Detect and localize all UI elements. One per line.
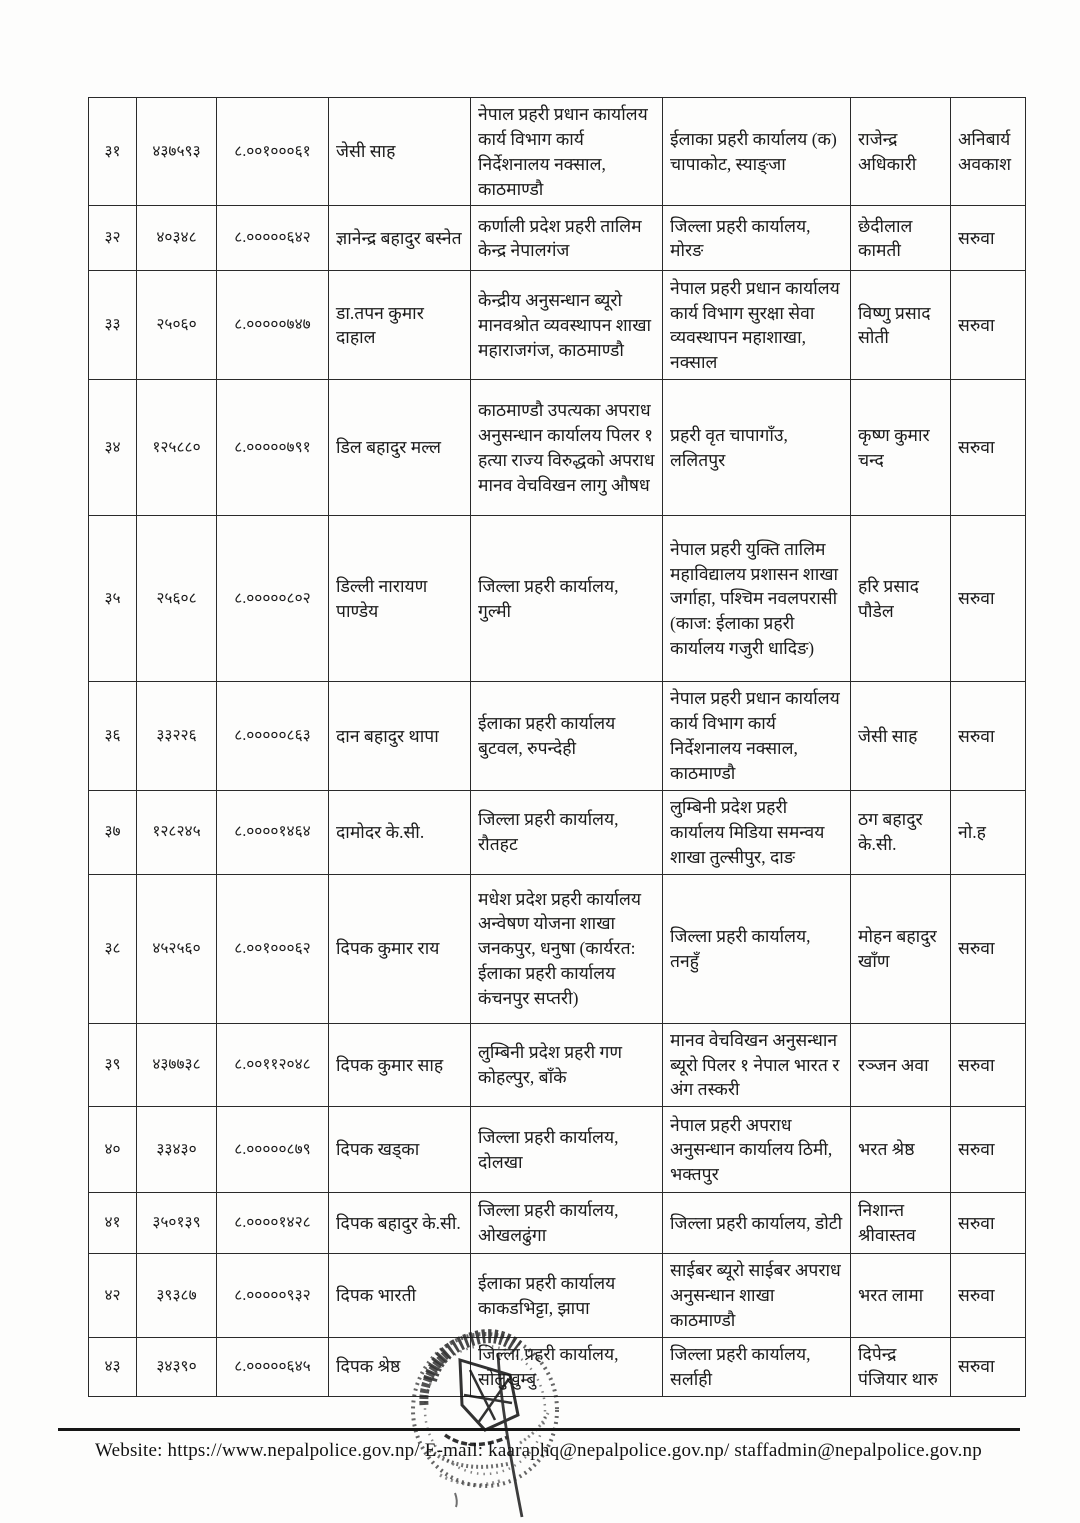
table-row [89,1107,1025,1193]
table-row [89,206,1025,271]
cell-new-office: साईबर ब्यूरो साईबर अपराध अनुसन्धान शाखा काठमाण्डौ [663,1254,851,1337]
cell-replacement-name: जेसी साह [851,682,951,789]
table-row [89,98,1025,206]
cell-action-status: सरुवा [958,1212,995,1233]
cell-replacement-name: भरत लामा [851,1254,951,1337]
cell-employee-number: १२५८८० [137,380,217,515]
cell-new-office: जिल्ला प्रहरी कार्यालय, डोटी [663,1193,851,1253]
cell-new-office: नेपाल प्रहरी प्रधान कार्यालय कार्य विभाग कार्य निर्देशनालय नक्साल, काठमाण्डौ [663,682,851,789]
cell-new-office: ईलाका प्रहरी कार्यालय (क) चापाकोट, स्याङ्जा [663,98,851,205]
cell-code-number: ८.००११२०४८ [217,1024,329,1107]
table-row [89,271,1025,380]
cell-serial-no: ४१ [89,1193,137,1253]
cell-action-status: सरुवा [958,588,995,609]
cell-action-status: सरुवा [958,1356,995,1377]
cell-officer-name: दिपक बहादुर के.सी. [329,1193,471,1253]
cell-new-office: नेपाल प्रहरी प्रधान कार्यालय कार्य विभाग सुरक्षा सेवा व्यवस्थापन महाशाखा, नक्साल [663,271,851,379]
cell-current-office: नेपाल प्रहरी प्रधान कार्यालय कार्य विभाग कार्य निर्देशनालय नक्साल, काठमाण्डौ [471,98,663,205]
cell-serial-no: ३४ [89,380,137,515]
cell-current-office: जिल्ला प्रहरी कार्यालय, दोलखा [471,1107,663,1192]
cell-replacement-name: ठग बहादुर के.सी. [851,791,951,874]
cell-serial-no: ३३ [89,271,137,379]
cell-action-status: सरुवा [958,938,995,959]
table-row [89,791,1025,875]
cell-current-office: जिल्ला प्रहरी कार्यालय, गुल्मी [471,516,663,681]
cell-officer-name: दिपक श्रेष्ठ [329,1338,471,1396]
cell-new-office: जिल्ला प्रहरी कार्यालय, मोरङ [663,206,851,270]
table-row [89,875,1025,1024]
cell-current-office: जिल्ला प्रहरी कार्यालय, ओखलढुंगा [471,1193,663,1253]
cell-action-status: अनिबार्य अवकाश [958,128,1011,174]
cell-action-status: सरुवा [958,1285,995,1306]
cell-action-status: सरुवा [958,1054,995,1075]
cell-action-status: सरुवा [958,437,995,458]
cell-employee-number: ४५२५६० [137,875,217,1023]
cell-employee-number: १२८२४५ [137,791,217,874]
cell-replacement-name: भरत श्रेष्ठ [851,1107,951,1192]
cell-action-status: सरुवा [958,227,995,248]
table-row [89,682,1025,790]
cell-replacement-name: निशान्त श्रीवास्तव [851,1193,951,1253]
cell-current-office: मधेश प्रदेश प्रहरी कार्यालय अन्वेषण योजना शाखा जनकपुर, धनुषा (कार्यरत: ईलाका प्रहरी कार्यालय कंचनपुर सप्तरी) [471,875,663,1023]
cell-action-status: सरुवा [958,314,995,335]
cell-serial-no: ३१ [89,98,137,205]
footer-contact: Website: https://www.nepalpolice.gov.np/ E-mail: kaaraphq@nepalpolice.gov.np/ staffadmin@nepalpolice.gov.np [95,1440,982,1461]
cell-code-number: ८.०००००९३२ [217,1254,329,1337]
cell-code-number: ८.००००१४६४ [217,791,329,874]
table-row [89,1254,1025,1338]
cell-serial-no: ४० [89,1107,137,1192]
cell-new-office: नेपाल प्रहरी अपराध अनुसन्धान कार्यालय ठिमी, भक्तपुर [663,1107,851,1192]
cell-code-number: ८.००१०००६२ [217,875,329,1023]
police-transfer-table [88,97,1026,1397]
cell-officer-name: डिल बहादुर मल्ल [329,380,471,515]
cell-code-number: ८.०००००७९१ [217,380,329,515]
cell-serial-no: ३५ [89,516,137,681]
cell-officer-name: दामोदर के.सी. [329,791,471,874]
cell-replacement-name: कृष्ण कुमार चन्द [851,380,951,515]
cell-new-office: मानव वेचविखन अनुसन्धान ब्यूरो पिलर १ नेपाल भारत र अंग तस्करी [663,1024,851,1107]
cell-current-office: काठमाण्डौ उपत्यका अपराध अनुसन्धान कार्यालय पिलर १ हत्या राज्य विरुद्धको अपराध मानव वेचविखन लागु औषध [471,380,663,515]
cell-new-office: जिल्ला प्रहरी कार्यालय, सर्लाही [663,1338,851,1396]
cell-replacement-name: मोहन बहादुर खाँण [851,875,951,1023]
cell-code-number: ८.०००००८०२ [217,516,329,681]
cell-serial-no: ३२ [89,206,137,270]
cell-replacement-name: दिपेन्द्र पंजियार थारु [851,1338,951,1396]
table-row [89,516,1025,682]
cell-action-status: सरुवा [958,725,995,746]
cell-employee-number: ४३७७३८ [137,1024,217,1107]
cell-code-number: ८.०००००८६३ [217,682,329,789]
cell-officer-name: जेसी साह [329,98,471,205]
table-row [89,380,1025,516]
cell-replacement-name: विष्णु प्रसाद सोती [851,271,951,379]
cell-employee-number: २५६०८ [137,516,217,681]
cell-replacement-name: हरि प्रसाद पौडेल [851,516,951,681]
cell-serial-no: ३७ [89,791,137,874]
cell-current-office: लुम्बिनी प्रदेश प्रहरी गण कोहल्पुर, बाँके [471,1024,663,1107]
cell-serial-no: ३८ [89,875,137,1023]
cell-employee-number: २५०६० [137,271,217,379]
footer-divider [58,1428,1020,1431]
cell-officer-name: दिपक भारती [329,1254,471,1337]
cell-current-office: ईलाका प्रहरी कार्यालय बुटवल, रुपन्देही [471,682,663,789]
cell-serial-no: ४३ [89,1338,137,1396]
cell-code-number: ८.००००१४२८ [217,1193,329,1253]
cell-employee-number: ४३७५९३ [137,98,217,205]
cell-officer-name: दान बहादुर थापा [329,682,471,789]
cell-replacement-name: छेदीलाल कामती [851,206,951,270]
cell-current-office: जिल्ला प्रहरी कार्यालय, सोलुखुम्बु [471,1338,663,1396]
cell-replacement-name: राजेन्द्र अधिकारी [851,98,951,205]
cell-employee-number: ३४३९० [137,1338,217,1396]
cell-serial-no: ३६ [89,682,137,789]
cell-code-number: ८.०००००६४२ [217,206,329,270]
cell-code-number: ८.०००००७४७ [217,271,329,379]
cell-officer-name: ज्ञानेन्द्र बहादुर बस्नेत [329,206,471,270]
cell-code-number: ८.०००००८७९ [217,1107,329,1192]
cell-officer-name: दिपक खड्का [329,1107,471,1192]
cell-serial-no: ४२ [89,1254,137,1337]
cell-new-office: जिल्ला प्रहरी कार्यालय, तनहुँ [663,875,851,1023]
cell-replacement-name: रञ्जन अवा [851,1024,951,1107]
table-row [89,1193,1025,1254]
cell-officer-name: दिपक कुमार राय [329,875,471,1023]
table-row [89,1338,1025,1396]
cell-employee-number: ३९३८७ [137,1254,217,1337]
cell-new-office: नेपाल प्रहरी युक्ति तालिम महाविद्यालय प्रशासन शाखा जर्गाहा, पश्चिम नवलपरासी (काज: ईलाका प्रहरी कार्यालय गजुरी धादिङ) [663,516,851,681]
cell-employee-number: ३५०१३९ [137,1193,217,1253]
cell-new-office: लुम्बिनी प्रदेश प्रहरी कार्यालय मिडिया समन्वय शाखा तुल्सीपुर, दाङ [663,791,851,874]
cell-current-office: ईलाका प्रहरी कार्यालय काकडभिट्टा, झापा [471,1254,663,1337]
cell-new-office: प्रहरी वृत चापागाँउ, ललितपुर [663,380,851,515]
cell-officer-name: दिपक कुमार साह [329,1024,471,1107]
cell-current-office: केन्द्रीय अनुसन्धान ब्यूरो मानवश्रोत व्यवस्थापन शाखा महाराजगंज, काठमाण्डौ [471,271,663,379]
cell-officer-name: डिल्ली नारायण पाण्डेय [329,516,471,681]
cell-action-status: सरुवा [958,1139,995,1160]
cell-employee-number: ३३४३० [137,1107,217,1192]
cell-current-office: जिल्ला प्रहरी कार्यालय, रौतहट [471,791,663,874]
cell-action-status: नो.ह [958,821,986,842]
cell-current-office: कर्णाली प्रदेश प्रहरी तालिम केन्द्र नेपालगंज [471,206,663,270]
cell-employee-number: ३३२२६ [137,682,217,789]
cell-code-number: ८.००१०००६१ [217,98,329,205]
cell-officer-name: डा.तपन कुमार दाहाल [329,271,471,379]
cell-code-number: ८.०००००६४५ [217,1338,329,1396]
table-row [89,1024,1025,1108]
cell-serial-no: ३९ [89,1024,137,1107]
cell-employee-number: ४०३४८ [137,206,217,270]
